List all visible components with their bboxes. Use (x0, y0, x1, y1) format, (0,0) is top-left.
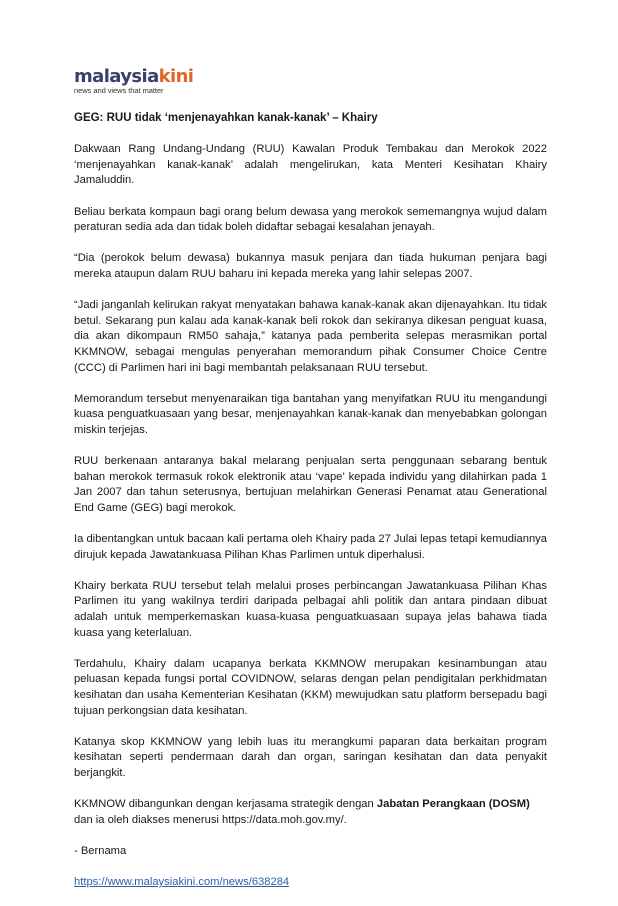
article-byline: - Bernama (74, 844, 127, 857)
article-paragraph-10: Katanya skop KKMNOW yang lebih luas itu merangkumi paparan data berkaitan program kesihatan seperti pendermaan darah dan organ, saringan kesihatan dan data penyakit berjangkit. (74, 735, 547, 779)
paragraph-text-after: dan ia oleh diakses menerusi https://data.moh.gov.my/. (74, 813, 347, 826)
article-paragraph-4: “Jadi janganlah kelirukan rakyat menyatakan bahawa kanak-kanak akan dijenayahkan. Itu tidak betul. Sekarang pun kalau ada kanak-kanak beli rokok dan sekiranya dikesan penguat kuasa, dia akan dikompaun RM50 sahaja,” katanya pada pemberita selepas merasmikan portal KKMNOW, sebagai mengulas penyerahan memorandum pihak Consumer Choice Centre (CCC) di Parlimen hari ini bagi membantah pelaksanaan RUU tersebut. (74, 299, 547, 374)
logo-wordmark (74, 66, 193, 87)
article-paragraph-2: Beliau berkata kompaun bagi orang belum dewasa yang merokok sememangnya wujud dalam peraturan sedia ada dan tidak boleh didaftar sebagai kesalahan jenayah. (74, 205, 547, 234)
dosm-bold-text: Jabatan Perangkaan (DOSM) (376, 798, 530, 811)
source-link-paragraph (74, 875, 547, 891)
article-title: GEG: RUU tidak ‘menjenayahkan kanak-kanak’ – Khairy (74, 111, 378, 124)
article-paragraph-8: Khairy berkata RUU tersebut telah melalui proses perbincangan Jawatankuasa Pilihan Khas Parlimen itu yang wakilnya terdiri daripada pelbagai ahli politik dan antara pindaan dibuat adalah untuk memperkemaskan kuasa-kuasa penguatkuasaan supaya jelas bahawa tiada kuasa yang keterlaluan. (74, 579, 547, 639)
logo-main-text: malaysia (74, 66, 159, 87)
source-link[interactable]: https://www.malaysiakini.com/news/638284 (74, 876, 290, 889)
article-paragraph-7: Ia dibentangkan untuk bacaan kali pertama oleh Khairy pada 27 Julai lepas tetapi kemudiannya dirujuk kepada Jawatankuasa Pilihan Khas Parlimen untuk diperhalusi. (74, 533, 547, 561)
article-paragraph-1: Dakwaan Rang Undang-Undang (RUU) Kawalan Produk Tembakau dan Merokok 2022 ‘menjenayahkan kanak-kanak’ adalah mengelirukan, kata Menteri Kesihatan Khairy Jamaluddin. (74, 143, 547, 187)
article-paragraph-5: Memorandum tersebut menyenaraikan tiga bantahan yang menyifatkan RUU itu mengandungi kuasa penguatkuasaan yang besar, menjenayahkan kanak-kanak dan menyebabkan golongan miskin terjejas. (74, 392, 547, 436)
article-paragraph-9: Terdahulu, Khairy dalam ucapanya berkata KKMNOW merupakan kesinambungan atau peluasan kepada fungsi portal COVIDNOW, selaras dengan pelan pendigitalan perkhidmatan kesihatan dan usaha Kementerian Kesihatan (KKM) mewujudkan satu platform bersepadu bagi tujuan perkongsian data kesihatan. (74, 657, 547, 717)
document-page (74, 68, 547, 906)
article-paragraph-6: RUU berkenaan antaranya bakal melarang penjualan serta penggunaan sebarang bentuk bahan merokok termasuk rokok elektronik atau ‘vape’ kepada individu yang dilahirkan pada 1 Jan 2007 dan tahun seterusnya, bertujuan melahirkan Generasi Penamat atau Generational End Game (GEG) bagi merokok. (74, 455, 547, 514)
article-paragraph-3: “Dia (perokok belum dewasa) bukannya masuk penjara dan tiada hukuman penjara bagi mereka ataupun dalam RUU baharu ini kepada mereka yang lahir selepas 2007. (74, 252, 547, 280)
logo-tagline: news and views that matter (74, 86, 164, 95)
article-paragraph-11 (74, 797, 547, 828)
malaysiakini-logo (74, 68, 547, 95)
paragraph-text-before: KKMNOW dibangunkan dengan kerjasama strategik dengan (74, 798, 377, 811)
logo-accent-text: kini (158, 66, 194, 87)
